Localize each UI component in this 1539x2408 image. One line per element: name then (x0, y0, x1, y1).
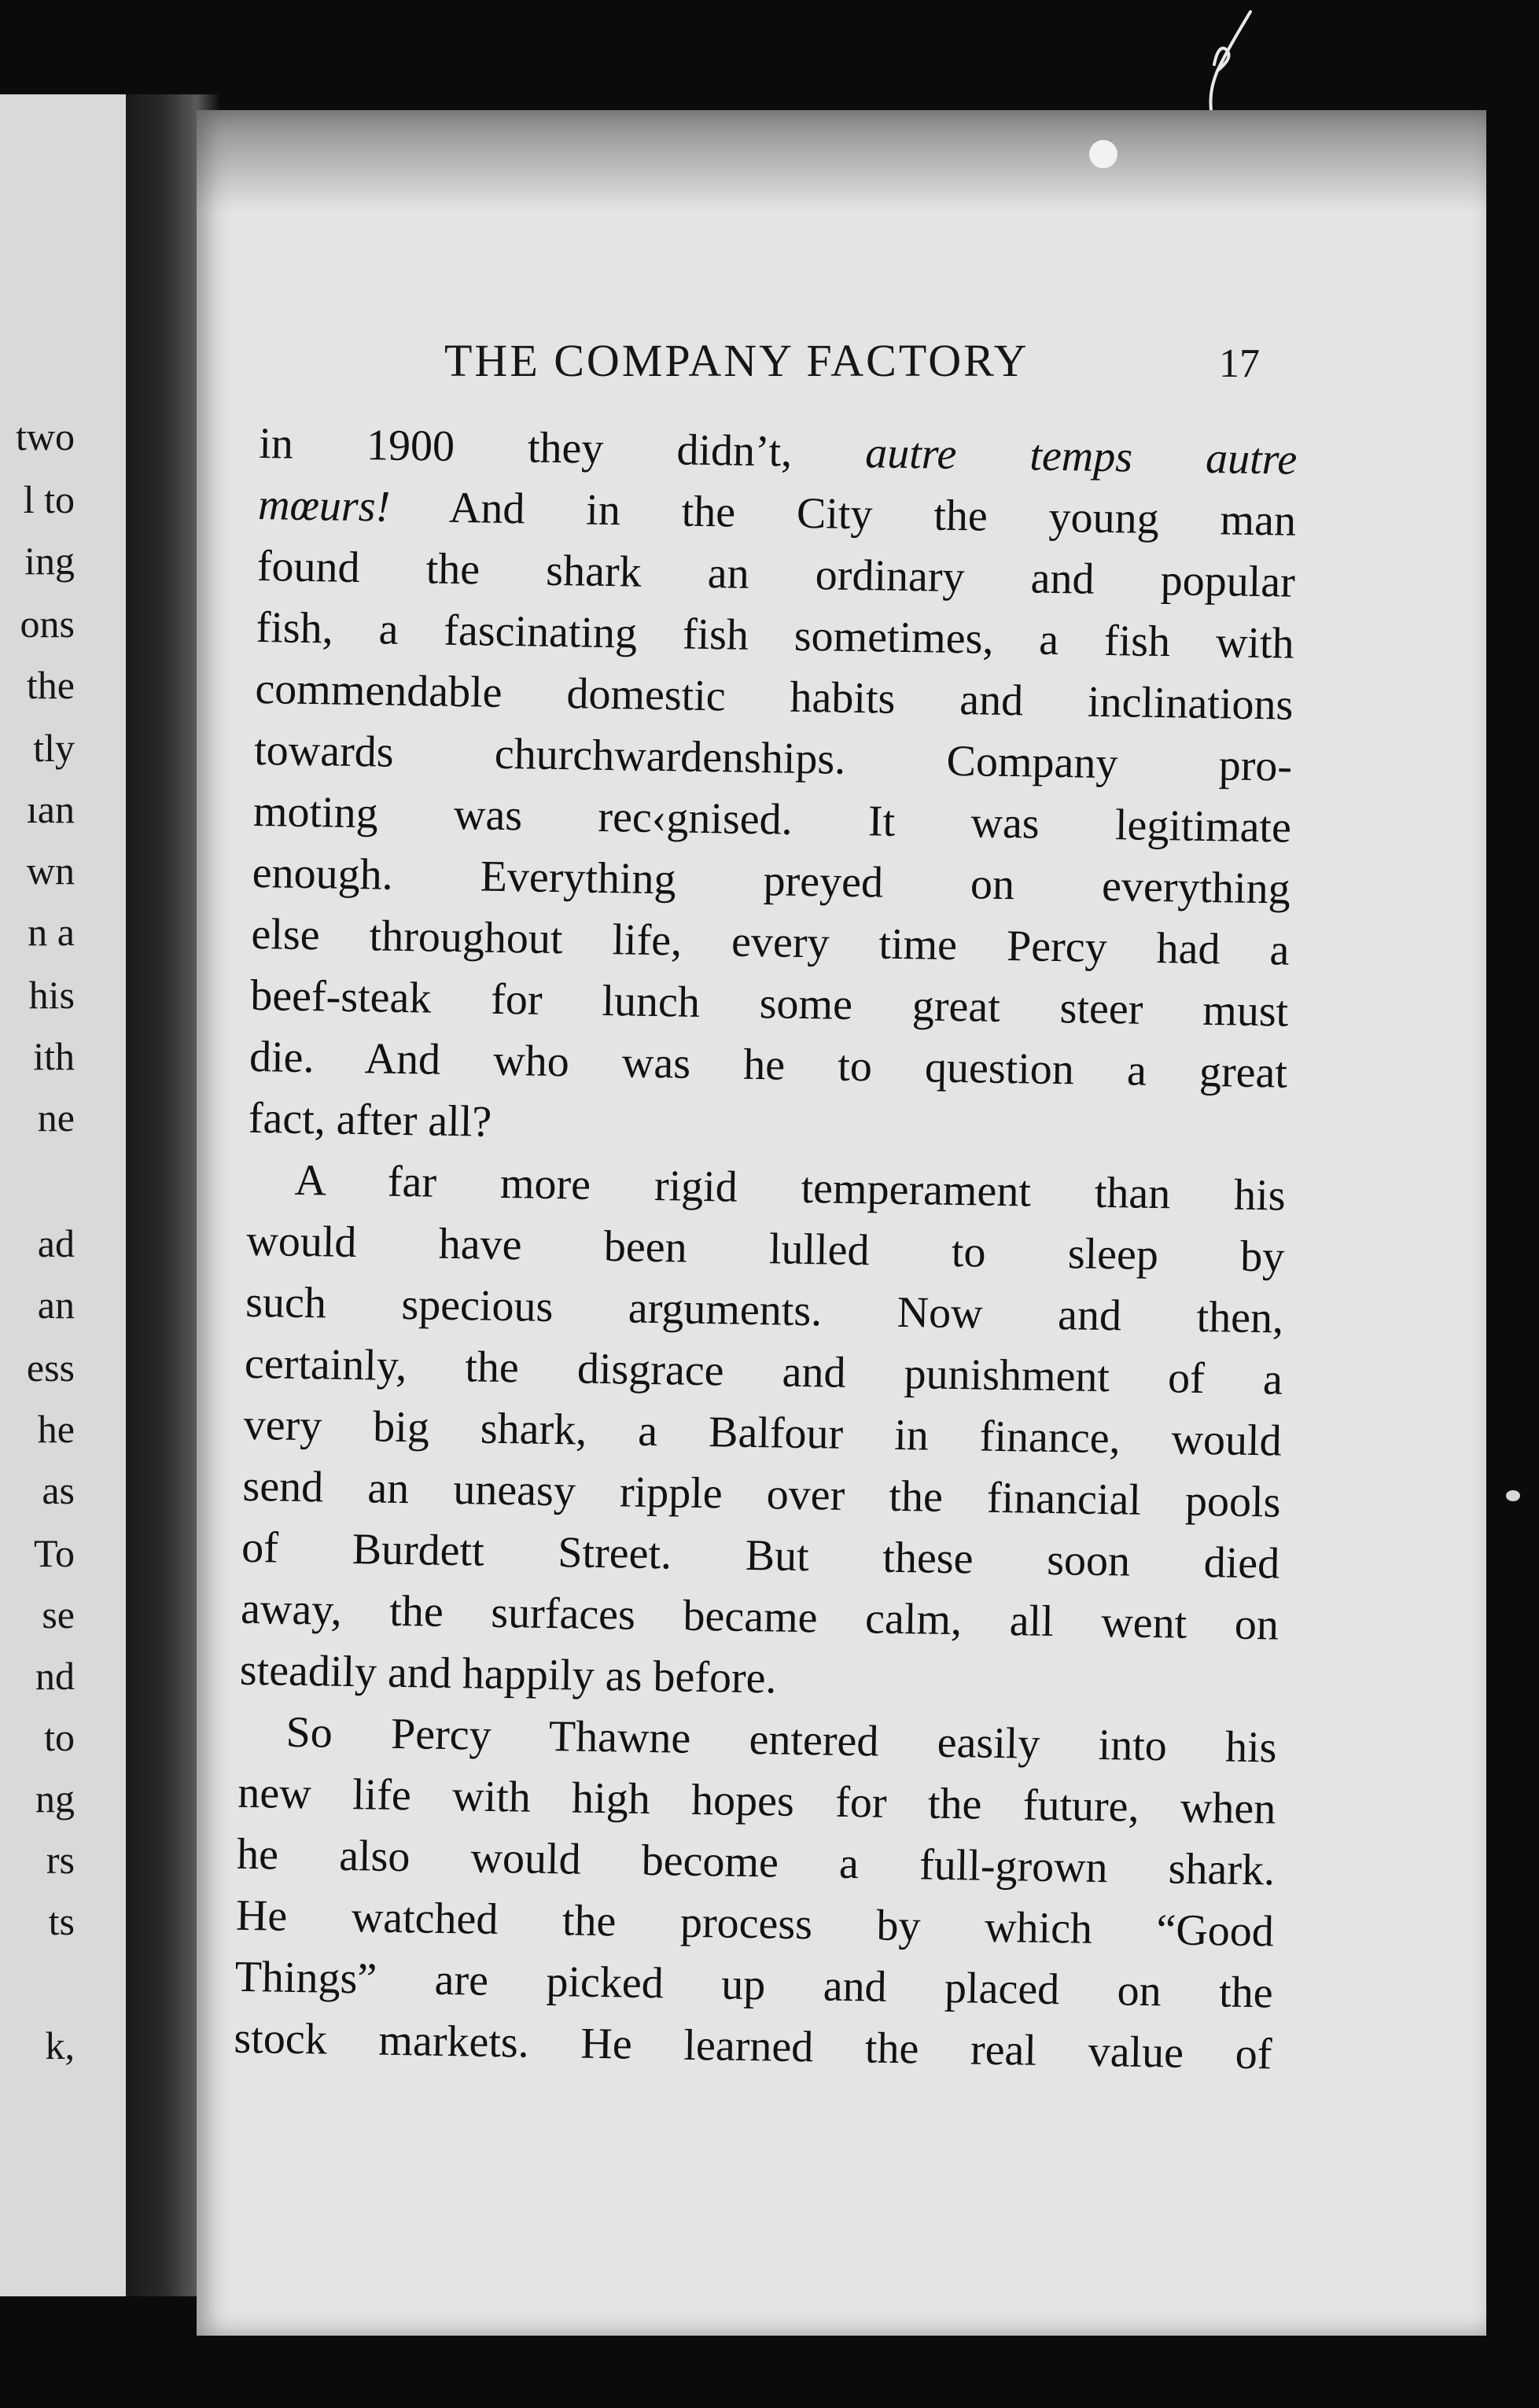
left-page-fragment: an (37, 1283, 75, 1327)
left-page-fragment: as (42, 1468, 75, 1512)
text-line: new life with high hopes for the future, when (237, 1768, 1276, 1834)
body-text (234, 413, 1298, 2085)
left-page-fragment: two (16, 414, 75, 458)
text-line: die. And who was he to question a great (249, 1032, 1288, 1098)
left-page-fragment: se (42, 1592, 75, 1637)
page-header (197, 334, 1486, 389)
left-page-fragment: k, (45, 2023, 75, 2067)
left-page-fragment: l to (23, 477, 75, 521)
left-page-fragment: wn (26, 849, 75, 893)
left-page-fragment: ne (37, 1095, 75, 1140)
text-line: towards churchwardenships. Company pro- (253, 725, 1293, 791)
left-page-fragment: ıan (26, 787, 75, 831)
paper-speck (1506, 1490, 1520, 1501)
left-page-fragment: ng (35, 1777, 75, 1821)
text-line: fact, after all? (248, 1093, 492, 1147)
left-page-fragment: n a (28, 910, 75, 954)
left-page-fragment: ing (24, 539, 75, 583)
text-line: away, the surfaces became calm, all went on (240, 1584, 1279, 1650)
text-line: A far more rigid temperament than his (294, 1155, 1287, 1221)
text-line: very big shark, a Balfour in finance, would (243, 1400, 1283, 1466)
left-page-fragment: he (37, 1407, 75, 1451)
text-line: in 1900 they didn’t, autre temps autre (258, 418, 1298, 484)
text-line: else throughout life, every time Percy had a (251, 909, 1290, 975)
left-page-fragment: tly (33, 726, 75, 770)
text-line: he also would become a full-grown shark. (236, 1829, 1276, 1895)
left-page-fragment: To (33, 1531, 75, 1575)
text-line: enough. Everything preyed on everything (252, 848, 1291, 914)
text-line: He watched the process by which “Good (235, 1891, 1275, 1957)
text-line: such specious arguments. Now and then, (245, 1277, 1284, 1343)
left-page-fragment: to (44, 1715, 75, 1759)
left-page-fragment: ts (48, 1899, 75, 1943)
text-line: certainly, the disgrace and punishment of a (244, 1338, 1283, 1405)
left-page-fragment: rs (46, 1838, 75, 1882)
text-line: So Percy Thawne entered easily into his (285, 1707, 1277, 1773)
page-number: 17 (1219, 341, 1260, 386)
text-line: found the shark an ordinary and popular (256, 541, 1296, 607)
left-page-fragment: his (28, 973, 75, 1017)
left-page-fragment: the (26, 663, 75, 707)
text-line: beef-steak for lunch some great steer must (249, 970, 1289, 1036)
text-line: of Burdett Street. But these soon died (241, 1522, 1280, 1589)
text-line: fish, a fascinating fish sometimes, a fish with (256, 602, 1295, 668)
running-head: THE COMPANY FACTORY (444, 335, 1029, 386)
text-line: mœurs! And in the City the young man (257, 480, 1297, 546)
text-line: Things” are picked up and placed on the (234, 1952, 1274, 2018)
left-page-fragment: ess (26, 1346, 75, 1390)
text-line: stock markets. He learned the real value of (234, 2013, 1272, 2079)
text-line: moting was rec‹gnised. It was legitimate (252, 786, 1292, 852)
text-line: send an uneasy ripple over the financial pools (242, 1461, 1281, 1527)
paper-speck (1089, 140, 1117, 168)
pencil-mark-icon (1195, 8, 1266, 118)
left-page-fragment: ons (20, 602, 75, 646)
left-page-fragment: ad (37, 1221, 75, 1265)
book-page (197, 110, 1486, 2336)
text-line: would have been lulled to sleep by (245, 1216, 1285, 1282)
text-line: steadily and happily as before. (239, 1645, 777, 1703)
left-page-fragment: nd (35, 1654, 75, 1698)
left-page-fragment: ith (33, 1034, 75, 1078)
text-line: commendable domestic habits and inclinations (254, 664, 1294, 730)
